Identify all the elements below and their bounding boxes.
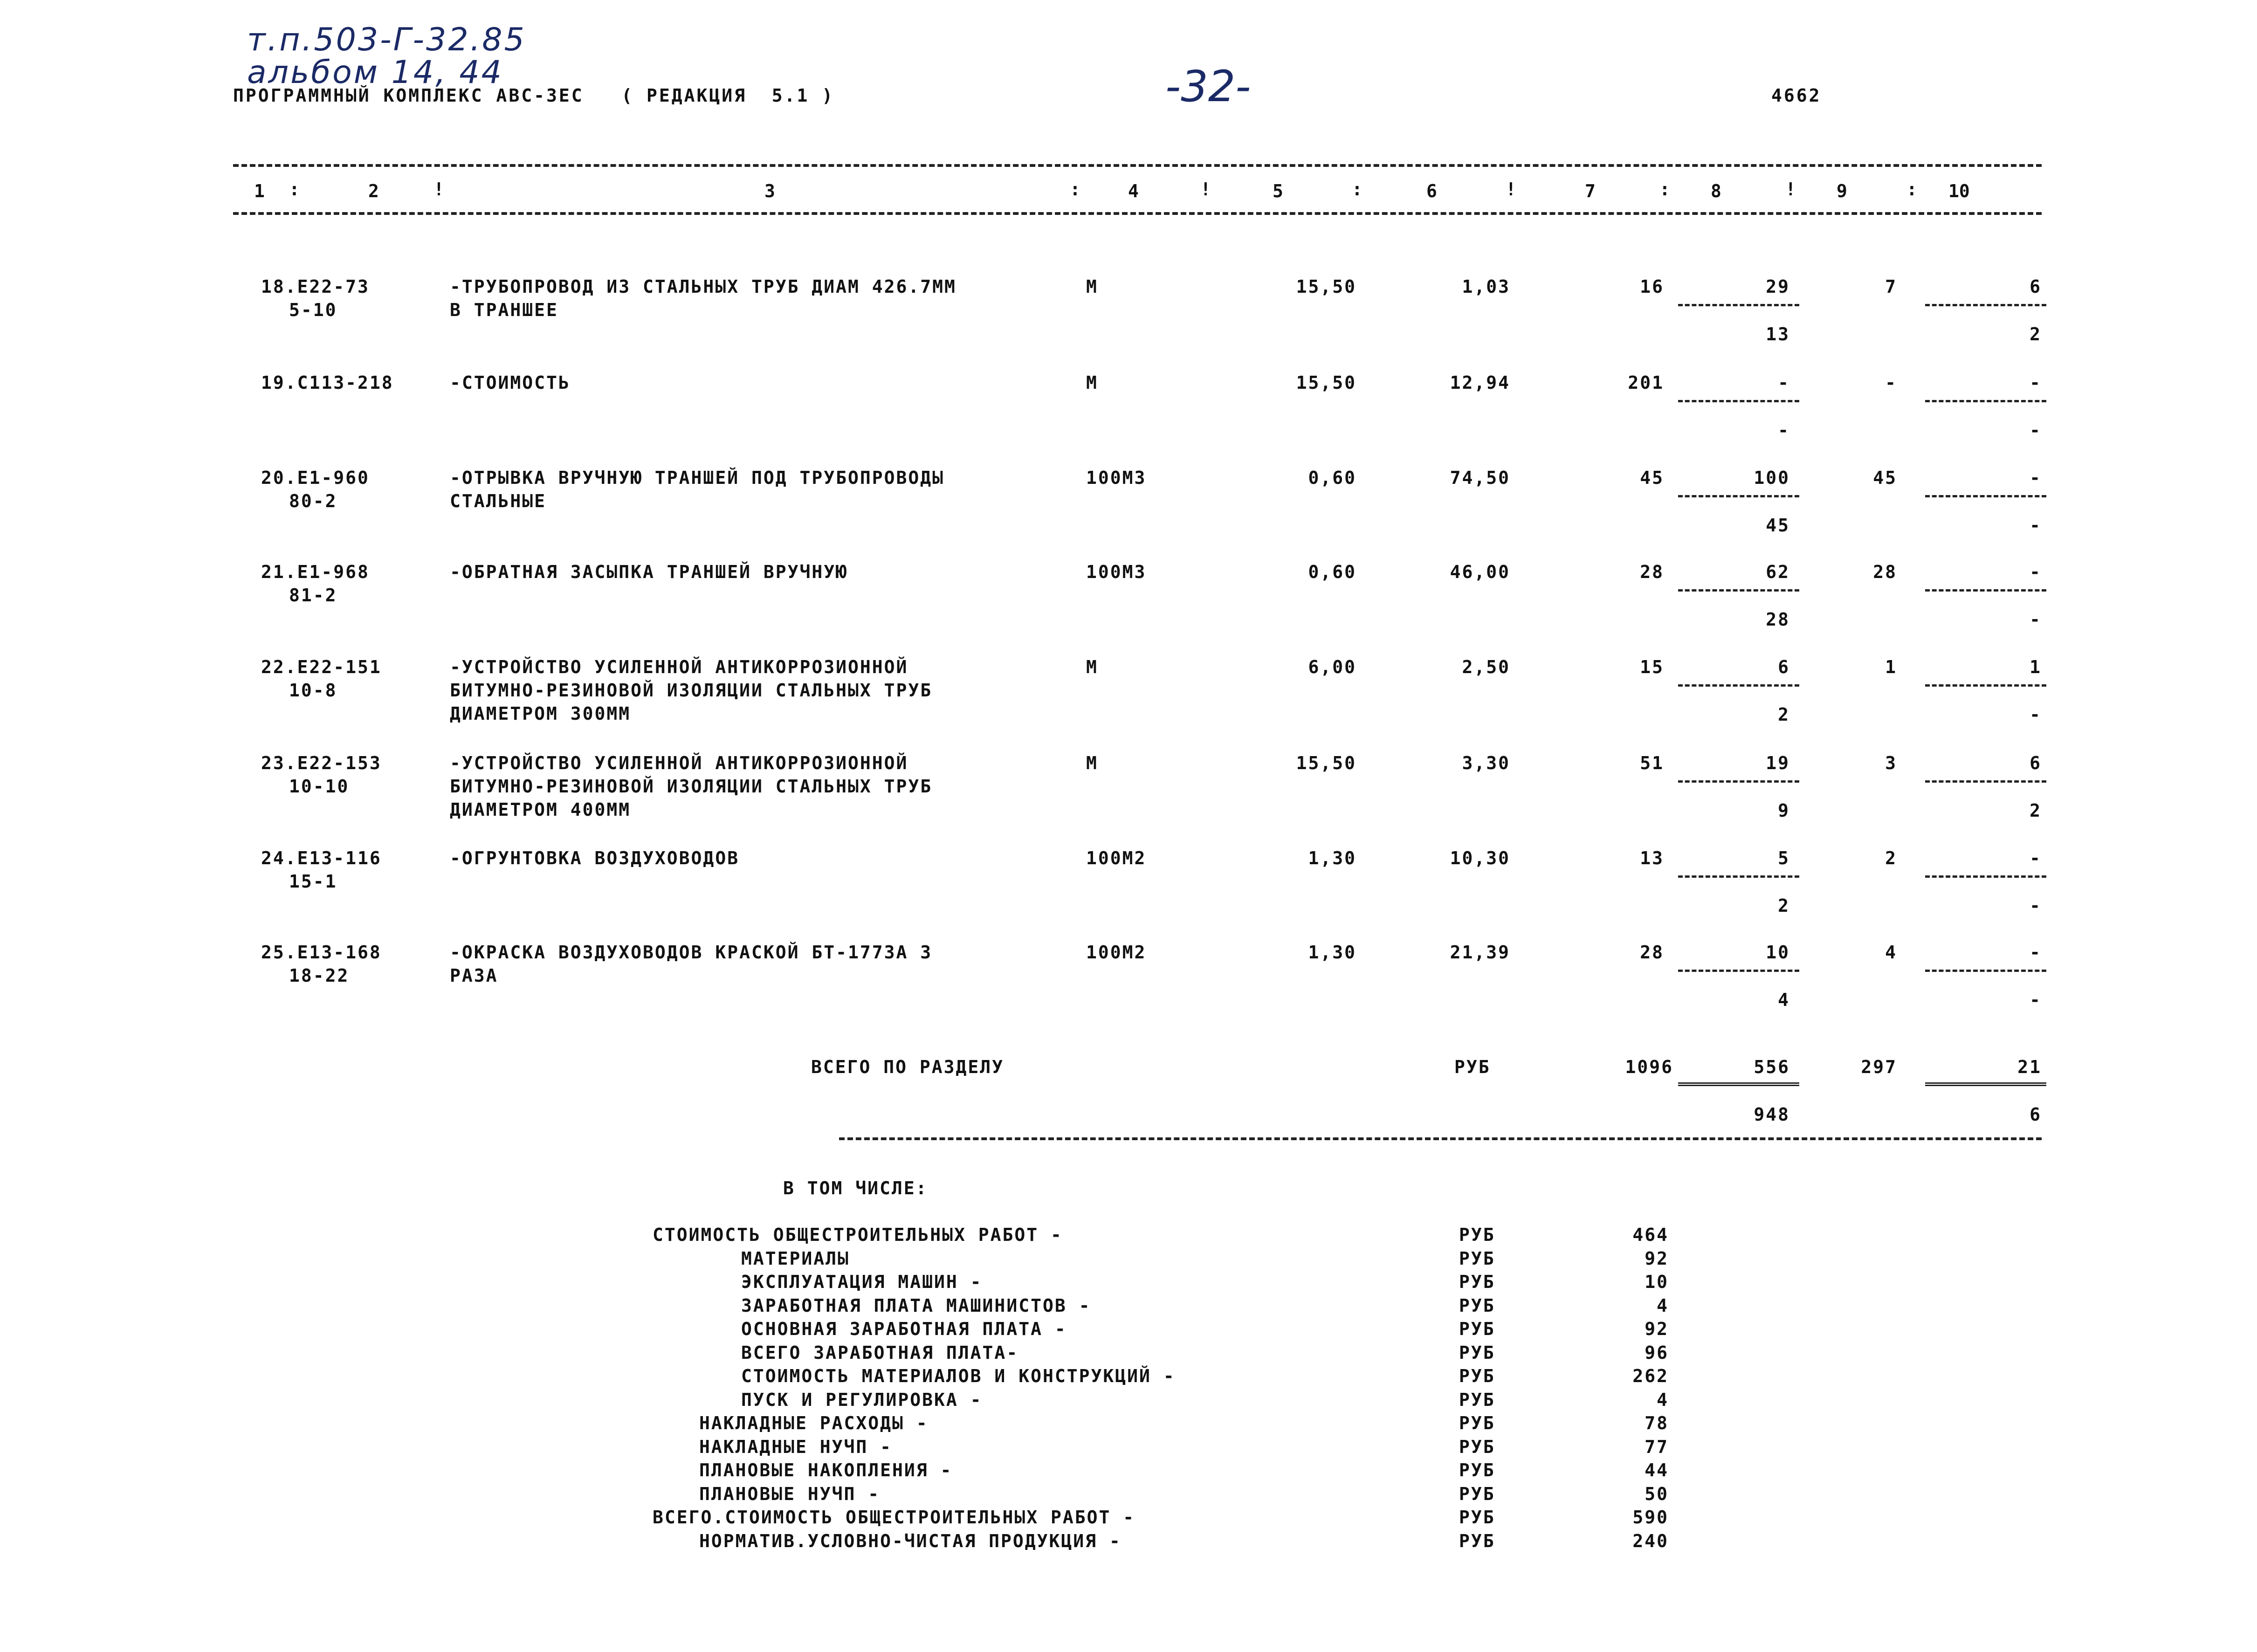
summary-unit: РУБ: [1459, 1530, 1495, 1551]
row-col10-top: -: [2030, 942, 2042, 963]
row-col8-bottom: 28: [1766, 609, 1790, 630]
table-row: [0, 273, 2257, 366]
row-price: 21,39: [1450, 942, 1510, 963]
table-row: [0, 939, 2257, 1032]
row-col10-rule: [1925, 684, 2046, 687]
summary-value: 262: [1632, 1366, 1669, 1386]
row-unit: М: [1086, 753, 1098, 773]
column-separator: !: [1506, 179, 1516, 200]
row-unit: М: [1086, 372, 1098, 393]
row-name-line: -ТРУБОПРОВОД ИЗ СТАЛЬНЫХ ТРУБ ДИАМ 426.7ММ: [450, 276, 956, 297]
row-col9: 3: [1885, 753, 1897, 773]
row-subcode: 81-2: [289, 585, 337, 606]
row-col10-rule: [1925, 780, 2046, 783]
summary-label: НАКЛАДНЫЕ НУЧП -: [699, 1436, 893, 1457]
row-subcode: 15-1: [289, 871, 337, 892]
summary-unit: РУБ: [1459, 1389, 1495, 1410]
summary-label: НОРМАТИВ.УСЛОВНО-ЧИСТАЯ ПРОДУКЦИЯ -: [699, 1530, 1122, 1551]
header-rule-bottom: [233, 212, 2042, 215]
row-col8-rule: [1678, 875, 1799, 878]
column-separator: !: [434, 179, 444, 200]
column-separator: :: [1659, 179, 1670, 200]
row-col8-bottom: 2: [1778, 895, 1790, 916]
row-unit: 100М3: [1086, 468, 1147, 488]
row-name: [450, 658, 932, 728]
row-name: [450, 563, 848, 586]
summary-label: МАТЕРИАЛЫ: [741, 1248, 850, 1269]
total-rule: [839, 1137, 2042, 1140]
summary-label: ВСЕГО ЗАРАБОТНАЯ ПЛАТА-: [741, 1342, 1019, 1363]
row-col8-bottom: 9: [1778, 800, 1790, 821]
column-separator: :: [289, 179, 300, 200]
including-label: В ТОМ ЧИСЛЕ:: [783, 1178, 928, 1198]
row-col7: 13: [1640, 848, 1664, 868]
row-col9: 28: [1873, 562, 1897, 582]
table-row: [0, 654, 2257, 747]
row-col7: 45: [1640, 468, 1664, 488]
column-separator: !: [1785, 179, 1796, 200]
summary-label: НАКЛАДНЫЕ РАСХОДЫ -: [699, 1413, 929, 1433]
row-col10-bottom: -: [2030, 704, 2042, 725]
row-name: [450, 943, 932, 990]
row-quantity: 15,50: [1296, 276, 1356, 297]
row-number-code: 23.Е22-153: [261, 753, 382, 773]
row-name-line: СТАЛЬНЫЕ: [450, 491, 547, 511]
row-name: [450, 849, 739, 873]
total-col10-rule: [1925, 1082, 2046, 1086]
row-subcode: 18-22: [289, 965, 350, 986]
column-header-9: 9: [1837, 181, 1847, 201]
row-col8-top: 62: [1766, 562, 1790, 582]
row-quantity: 0,60: [1308, 468, 1356, 488]
summary-unit: РУБ: [1459, 1295, 1495, 1316]
summary-unit: РУБ: [1459, 1460, 1495, 1480]
summary-unit: РУБ: [1459, 1319, 1495, 1339]
row-col8-rule: [1678, 970, 1799, 972]
summary-value: 4: [1657, 1389, 1669, 1410]
row-price: 1,03: [1462, 276, 1510, 297]
row-name: [450, 374, 571, 397]
row-number-code: 24.Е13-116: [261, 848, 382, 868]
row-col8-rule: [1678, 780, 1799, 783]
row-name-line: -ОБРАТНАЯ ЗАСЫПКА ТРАНШЕЙ ВРУЧНУЮ: [450, 562, 848, 582]
summary-label: СТОИМОСТЬ ОБЩЕСТРОИТЕЛЬНЫХ РАБОТ -: [653, 1225, 1063, 1245]
summary-value: 92: [1645, 1319, 1669, 1339]
row-col8-rule: [1678, 589, 1799, 592]
row-col7: 28: [1640, 942, 1664, 963]
row-name: [450, 469, 944, 516]
column-header-7: 7: [1585, 181, 1596, 201]
row-subcode: 10-8: [289, 680, 337, 701]
row-name-line: -СТОИМОСТЬ: [450, 372, 571, 393]
row-col9: 2: [1885, 848, 1897, 868]
row-col8-top: 19: [1766, 753, 1790, 773]
row-col8-bottom: 2: [1778, 704, 1790, 725]
page-number: -32-: [1165, 62, 1251, 111]
row-name-line: РАЗА: [450, 965, 498, 986]
row-col10-top: -: [2030, 848, 2042, 868]
column-header-6: 6: [1426, 181, 1437, 201]
row-name: [450, 754, 932, 824]
program-title: ПРОГРАММНЫЙ КОМПЛЕКС АВС-3ЕС ( РЕДАКЦИЯ 5.1 ): [233, 85, 835, 106]
row-col8-rule: [1678, 304, 1799, 306]
summary-unit: РУБ: [1459, 1248, 1495, 1269]
table-row: [0, 369, 2257, 462]
column-separator: :: [1906, 179, 1917, 200]
summary-value: 590: [1632, 1507, 1669, 1528]
row-col10-rule: [1925, 400, 2046, 402]
total-col7: 1096: [1625, 1057, 1673, 1077]
row-col8-bottom: -: [1778, 420, 1790, 441]
row-col8-top: 100: [1754, 468, 1790, 488]
row-number-code: 25.Е13-168: [261, 942, 382, 963]
column-header-3: 3: [764, 181, 775, 201]
row-col10-rule: [1925, 495, 2046, 497]
summary-unit: РУБ: [1459, 1225, 1495, 1245]
row-col10-top: -: [2030, 562, 2042, 582]
row-col7: 16: [1640, 276, 1664, 297]
summary-unit: РУБ: [1459, 1366, 1495, 1386]
summary-value: 44: [1645, 1460, 1669, 1480]
column-separator: :: [1352, 179, 1362, 200]
row-name-line: -УСТРОЙСТВО УСИЛЕННОЙ АНТИКОРРОЗИОННОЙ: [450, 657, 908, 677]
row-col10-bottom: 2: [2030, 324, 2042, 344]
total-unit: РУБ: [1454, 1057, 1491, 1077]
row-col8-bottom: 13: [1766, 324, 1790, 344]
row-col7: 51: [1640, 753, 1664, 773]
row-quantity: 1,30: [1308, 942, 1356, 963]
row-subcode: 5-10: [289, 300, 337, 320]
summary-value: 464: [1632, 1225, 1669, 1245]
summary-value: 10: [1645, 1272, 1669, 1292]
row-col9: 45: [1873, 468, 1897, 488]
total-col10-top: 21: [2017, 1057, 2042, 1077]
summary-label: ВСЕГО.СТОИМОСТЬ ОБЩЕСТРОИТЕЛЬНЫХ РАБОТ -: [653, 1507, 1135, 1528]
summary-label: ПЛАНОВЫЕ НАКОПЛЕНИЯ -: [699, 1460, 953, 1480]
summary-value: 78: [1645, 1413, 1669, 1433]
summary-label: ОСНОВНАЯ ЗАРАБОТНАЯ ПЛАТА -: [741, 1319, 1067, 1339]
row-quantity: 0,60: [1308, 562, 1356, 582]
handwritten-album-ref: альбом 14, 44: [247, 54, 503, 91]
total-col9: 297: [1861, 1057, 1897, 1077]
row-col10-top: 1: [2030, 657, 2042, 677]
total-label: ВСЕГО ПО РАЗДЕЛУ: [811, 1057, 1005, 1077]
column-header-8: 8: [1711, 181, 1721, 201]
row-col10-rule: [1925, 970, 2046, 972]
column-separator: :: [1070, 179, 1080, 200]
row-col7: 15: [1640, 657, 1664, 677]
table-row: [0, 558, 2257, 652]
row-unit: 100М2: [1086, 848, 1147, 868]
row-number-code: 20.Е1-960: [261, 468, 370, 488]
summary-label: СТОИМОСТЬ МАТЕРИАЛОВ И КОНСТРУКЦИЙ -: [741, 1366, 1176, 1386]
row-col10-bottom: -: [2030, 515, 2042, 536]
row-name-line: БИТУМНО-РЕЗИНОВОЙ ИЗОЛЯЦИИ СТАЛЬНЫХ ТРУБ: [450, 776, 933, 797]
row-col8-top: 10: [1766, 942, 1790, 963]
row-price: 46,00: [1450, 562, 1510, 582]
table-row: [0, 750, 2257, 843]
row-number-code: 19.С113-218: [261, 372, 394, 393]
summary-value: 240: [1632, 1530, 1669, 1551]
row-price: 3,30: [1462, 753, 1510, 773]
row-number-code: 18.Е22-73: [261, 276, 370, 297]
document-code: 4662: [1771, 85, 1822, 106]
row-col10-rule: [1925, 589, 2046, 592]
total-col8-top: 556: [1754, 1057, 1790, 1077]
row-col8-rule: [1678, 684, 1799, 687]
row-name: [450, 278, 956, 324]
column-header-4: 4: [1128, 181, 1139, 201]
row-price: 10,30: [1450, 848, 1510, 868]
row-col10-bottom: 2: [2030, 800, 2042, 821]
row-price: 12,94: [1450, 372, 1510, 393]
summary-unit: РУБ: [1459, 1342, 1495, 1363]
column-header-2: 2: [368, 181, 379, 201]
total-col10-bottom: 6: [2030, 1104, 2042, 1125]
row-quantity: 6,00: [1308, 657, 1356, 677]
row-col10-rule: [1925, 304, 2046, 306]
row-col10-bottom: -: [2030, 895, 2042, 916]
row-name-line: ДИАМЕТРОМ 300ММ: [450, 703, 631, 724]
summary-value: 96: [1645, 1342, 1669, 1363]
row-col10-top: -: [2030, 372, 2042, 393]
row-col8-rule: [1678, 400, 1799, 402]
column-header-1: 1: [254, 181, 265, 201]
row-col7: 201: [1628, 372, 1664, 393]
row-price: 74,50: [1450, 468, 1510, 488]
summary-label: ЗАРАБОТНАЯ ПЛАТА МАШИНИСТОВ -: [741, 1295, 1091, 1316]
total-col8-rule: [1678, 1082, 1799, 1086]
summary-unit: РУБ: [1459, 1272, 1495, 1292]
row-col8-top: 29: [1766, 276, 1790, 297]
row-subcode: 80-2: [289, 491, 337, 511]
row-col9: 1: [1885, 657, 1897, 677]
row-col8-top: 6: [1778, 657, 1790, 677]
row-subcode: 10-10: [289, 776, 350, 797]
row-name-line: ДИАМЕТРОМ 400ММ: [450, 799, 631, 820]
summary-label: ПЛАНОВЫЕ НУЧП -: [699, 1483, 881, 1504]
column-header-5: 5: [1273, 181, 1283, 201]
row-col8-rule: [1678, 495, 1799, 497]
summary-unit: РУБ: [1459, 1436, 1495, 1457]
summary-label: ЭКСПЛУАТАЦИЯ МАШИН -: [741, 1272, 983, 1292]
summary-value: 92: [1645, 1248, 1669, 1269]
row-col10-bottom: -: [2030, 420, 2042, 441]
row-col10-top: -: [2030, 468, 2042, 488]
row-quantity: 15,50: [1296, 753, 1356, 773]
total-col8-bottom: 948: [1754, 1104, 1790, 1125]
row-col10-rule: [1925, 875, 2046, 878]
table-row: [0, 845, 2257, 938]
row-col10-top: 6: [2030, 276, 2042, 297]
row-col8-top: 5: [1778, 848, 1790, 868]
row-unit: 100М3: [1086, 562, 1147, 582]
row-name-line: В ТРАНШЕЕ: [450, 300, 558, 320]
header-rule-top: [233, 164, 2042, 167]
row-name-line: -ОКРАСКА ВОЗДУХОВОДОВ КРАСКОЙ БТ-1773А 3: [450, 942, 933, 963]
summary-unit: РУБ: [1459, 1483, 1495, 1504]
summary-value: 4: [1657, 1295, 1669, 1316]
row-col10-top: 6: [2030, 753, 2042, 773]
summary-value: 50: [1645, 1483, 1669, 1504]
row-col9: 7: [1885, 276, 1897, 297]
row-unit: М: [1086, 657, 1098, 677]
summary-value: 77: [1645, 1436, 1669, 1457]
row-name-line: БИТУМНО-РЕЗИНОВОЙ ИЗОЛЯЦИИ СТАЛЬНЫХ ТРУБ: [450, 680, 933, 701]
column-header-10: 10: [1948, 181, 1970, 201]
row-col9: -: [1885, 372, 1897, 393]
row-col10-bottom: -: [2030, 990, 2042, 1010]
row-unit: М: [1086, 276, 1098, 297]
row-name-line: -ОГРУНТОВКА ВОЗДУХОВОДОВ: [450, 848, 740, 868]
column-separator: !: [1200, 179, 1211, 200]
summary-unit: РУБ: [1459, 1413, 1495, 1433]
row-quantity: 1,30: [1308, 848, 1356, 868]
summary-unit: РУБ: [1459, 1507, 1495, 1528]
row-number-code: 22.Е22-151: [261, 657, 382, 677]
row-price: 2,50: [1462, 657, 1510, 677]
row-name-line: -ОТРЫВКА ВРУЧНУЮ ТРАНШЕЙ ПОД ТРУБОПРОВОДЫ: [450, 468, 944, 488]
summary-label: ПУСК И РЕГУЛИРОВКА -: [741, 1389, 983, 1410]
handwritten-doc-ref: т.п.503-Г-32.85: [247, 21, 526, 58]
row-col10-bottom: -: [2030, 609, 2042, 630]
row-number-code: 21.Е1-968: [261, 562, 370, 582]
row-quantity: 15,50: [1296, 372, 1356, 393]
row-col9: 4: [1885, 942, 1897, 963]
row-col8-top: -: [1778, 372, 1790, 393]
row-col8-bottom: 45: [1766, 515, 1790, 536]
row-name-line: -УСТРОЙСТВО УСИЛЕННОЙ АНТИКОРРОЗИОННОЙ: [450, 753, 908, 773]
table-row: [0, 464, 2257, 558]
row-unit: 100М2: [1086, 942, 1147, 963]
row-col7: 28: [1640, 562, 1664, 582]
row-col8-bottom: 4: [1778, 990, 1790, 1010]
